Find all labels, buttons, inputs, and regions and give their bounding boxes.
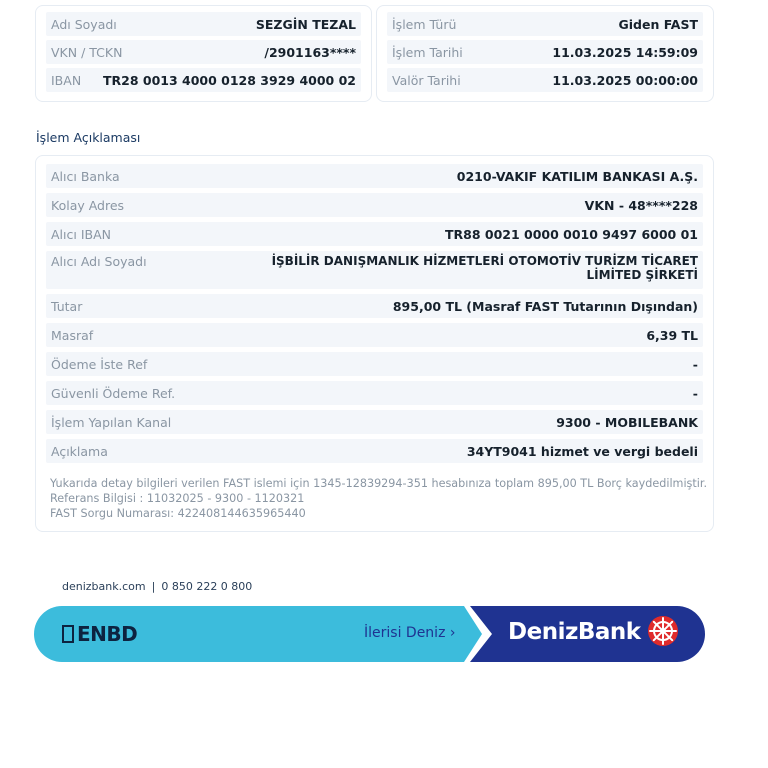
value-date-value: 11.03.2025 00:00:00 [552, 72, 698, 88]
sender-vkn-row [46, 40, 361, 64]
sender-info-card [35, 5, 372, 102]
payment-request-ref-label: Ödeme İste Ref [51, 356, 148, 372]
easy-address-label: Kolay Adres [51, 197, 125, 213]
receiver-bank-label: Alıcı Banka [51, 168, 120, 184]
receiver-name-line2: LİMİTED ŞİRKETİ [586, 268, 698, 282]
description-label: Açıklama [51, 443, 108, 459]
detail-row-description [46, 439, 703, 463]
fee-value: 6,39 TL [646, 327, 698, 343]
transaction-note [50, 476, 707, 521]
secure-payment-ref-value: - [692, 385, 698, 401]
denizbank-logo: DenizBank [508, 619, 641, 645]
transaction-type-label: İşlem Türü [392, 16, 457, 32]
transaction-date-label: İşlem Tarihi [392, 44, 463, 60]
sender-vkn-value: /2901163**** [264, 44, 356, 60]
sender-name-value: SEZGİN TEZAL [255, 16, 356, 32]
detail-row-receiver-name [46, 251, 703, 289]
detail-row-channel [46, 410, 703, 434]
detail-row-receiver-bank [46, 164, 703, 188]
sender-iban-value: TR28 0013 4000 0128 3929 4000 02 [102, 72, 356, 88]
transaction-info-card [376, 5, 714, 102]
description-value: 34YT9041 hizmet ve vergi bedeli [466, 443, 698, 459]
sender-iban-row [46, 68, 361, 92]
easy-address-value: VKN - 48****228 [584, 197, 698, 213]
sender-iban-label: IBAN [51, 72, 82, 88]
detail-row-payment-request-ref [46, 352, 703, 376]
receiver-iban-label: Alıcı IBAN [51, 226, 111, 242]
transaction-type-row [387, 12, 703, 36]
ship-wheel-icon [646, 614, 680, 648]
payment-request-ref-value: - [692, 356, 698, 372]
sender-vkn-label: VKN / TCKN [51, 44, 123, 60]
receiver-name-value [272, 254, 698, 282]
enbd-mark-icon [62, 625, 74, 643]
enbd-logo-text: ENBD [77, 622, 138, 646]
website-link[interactable]: denizbank.com [62, 580, 146, 593]
value-date-row [387, 68, 703, 92]
detail-row-easy-address [46, 193, 703, 217]
footer-contact [62, 580, 252, 593]
receiver-name-label: Alıcı Adı Soyadı [51, 254, 147, 269]
enbd-logo [62, 622, 137, 646]
channel-label: İşlem Yapılan Kanal [51, 414, 172, 430]
fee-label: Masraf [51, 327, 94, 343]
detail-row-amount [46, 294, 703, 318]
receiver-iban-value: TR88 0021 0000 0010 9497 6000 01 [444, 226, 698, 242]
detail-row-fee [46, 323, 703, 347]
note-line-3: FAST Sorgu Numarası: 422408144635965440 [50, 507, 306, 520]
transaction-date-row [387, 40, 703, 64]
receiver-name-line1: İŞBİLİR DANIŞMANLIK HİZMETLERİ OTOMOTİV TURİZM TİCARET [271, 254, 698, 268]
channel-value: 9300 - MOBILEBANK [556, 414, 698, 430]
phone-number[interactable]: 0 850 222 0 800 [161, 580, 253, 593]
footer-separator: | [151, 580, 156, 593]
sender-name-row [46, 12, 361, 36]
receiver-bank-value: 0210-VAKIF KATILIM BANKASI A.Ş. [456, 168, 698, 184]
amount-label: Tutar [51, 298, 83, 314]
note-line-2: Referans Bilgisi : 11032025 - 9300 - 1120321 [50, 492, 305, 505]
secure-payment-ref-label: Güvenli Ödeme Ref. [51, 385, 176, 401]
detail-row-receiver-iban [46, 222, 703, 246]
section-title: İşlem Açıklaması [36, 130, 141, 145]
detail-row-secure-payment-ref [46, 381, 703, 405]
transaction-date-value: 11.03.2025 14:59:09 [552, 44, 698, 60]
note-line-1: Yukarıda detay bilgileri verilen FAST islemi için 1345-12839294-351 hesabınıza toplam 895,00 TL Borç kaydedilmiştir. [50, 477, 708, 490]
amount-value: 895,00 TL (Masraf FAST Tutarının Dışından) [392, 298, 698, 314]
slogan: İlerisi Deniz › [364, 625, 456, 641]
transaction-type-value: Giden FAST [618, 16, 698, 32]
value-date-label: Valör Tarihi [392, 72, 461, 88]
sender-name-label: Adı Soyadı [51, 16, 117, 32]
